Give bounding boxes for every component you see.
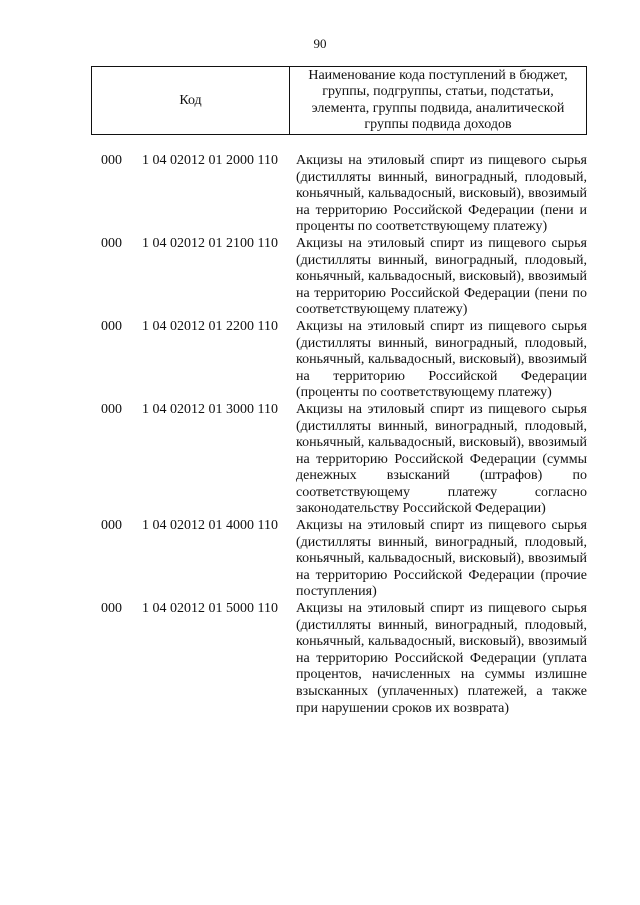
row-description: Акцизы на этиловый спирт из пищевого сырья (дистилляты винный, виноградный, плодовый, коньячный, кальвадосный, висковый), ввозимый на территорию Российской Федерации (суммы денежных взысканий (штрафов) по соответствующему платежу согласно законодательству Российской Федерации) [296,401,587,517]
table-row [0,236,640,319]
row-description: Акцизы на этиловый спирт из пищевого сырья (дистилляты винный, виноградный, плодовый, коньячный, кальвадосный, висковый), ввозимый на территорию Российской Федерации (уплата процентов, начисленных на суммы излишне взысканных (уплаченных) платежей, а также при нарушении сроков их возврата) [296,601,587,716]
row-budget-code: 1 04 02012 01 5000 110 [142,601,278,617]
header-code-label: Код [92,67,290,134]
row-budget-code: 1 04 02012 01 4000 110 [142,518,278,534]
row-description: Акцизы на этиловый спирт из пищевого сырья (дистилляты винный, виноградный, плодовый, коньячный, кальвадосный, висковый), ввозимый на территорию Российской Федерации (прочие поступления) [296,518,587,600]
row-description: Акцизы на этиловый спирт из пищевого сырья (дистилляты винный, виноградный, плодовый, коньячный, кальвадосный, висковый), ввозимый на территорию Российской Федерации (пени и проценты по соответствующему платежу) [296,153,587,235]
row-budget-code: 1 04 02012 01 2000 110 [142,153,278,168]
row-admin-code: 000 [101,401,122,417]
row-admin-code: 000 [101,518,122,534]
header-name-label: Наименование кода поступлений в бюджет, группы, подгруппы, статьи, подстатьи, элемента, группы подвида, аналитической группы подвида доходов [308,67,568,132]
row-budget-code: 1 04 02012 01 2100 110 [142,235,278,251]
table-header [91,66,587,135]
page-number: 90 [313,36,327,51]
table-row [0,601,640,717]
row-admin-code: 000 [101,318,122,334]
table-row [0,319,640,402]
table-body [0,153,640,717]
row-admin-code: 000 [101,601,122,617]
row-admin-code: 000 [101,235,122,251]
table-row [0,518,640,601]
row-description: Акцизы на этиловый спирт из пищевого сырья (дистилляты винный, виноградный, плодовый, коньячный, кальвадосный, висковый), ввозимый на территорию Российской Федерации (пени по соответствующему платежу) [296,235,587,318]
row-admin-code: 000 [101,153,122,168]
row-description: Акцизы на этиловый спирт из пищевого сырья (дистилляты винный, виноградный, плодовый, коньячный, кальвадосный, висковый), ввозимый на территорию Российской Федерации (проценты по соответствующему платежу) [296,318,587,401]
table-row [0,153,640,236]
table-row [0,402,640,518]
row-budget-code: 1 04 02012 01 2200 110 [142,318,278,334]
row-budget-code: 1 04 02012 01 3000 110 [142,401,278,417]
